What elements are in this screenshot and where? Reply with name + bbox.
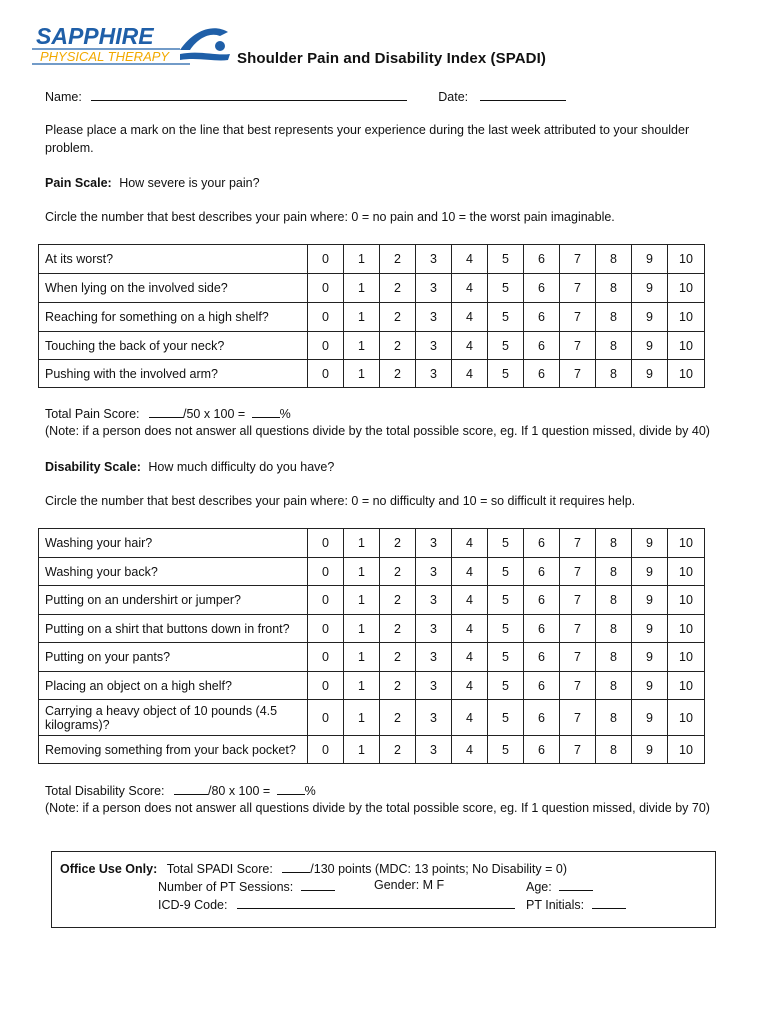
disability-total-label: Total Disability Score: — [45, 784, 165, 798]
disability-question: Carrying a heavy object of 10 pounds (4.5 kilograms)? — [39, 700, 308, 736]
pain-rating-1[interactable]: 1 — [344, 303, 380, 332]
office-total-suffix: /130 points (MDC: 13 points; No Disability = 0) — [310, 862, 567, 876]
pain-rating-3[interactable]: 3 — [416, 274, 452, 303]
disability-heading-label: Disability Scale: — [45, 460, 141, 474]
disability-rating-1[interactable]: 1 — [344, 529, 380, 558]
pain-table — [38, 244, 705, 388]
disability-rating-7[interactable]: 7 — [560, 615, 596, 643]
disability-total-formula: /80 x 100 = — [207, 784, 271, 798]
disability-rating-2[interactable]: 2 — [380, 736, 416, 764]
disability-rating-9[interactable]: 9 — [632, 615, 668, 643]
disability-rating-1[interactable]: 1 — [344, 615, 380, 643]
disability-heading — [45, 460, 334, 474]
pain-row — [39, 332, 705, 360]
pain-rating-10[interactable]: 10 — [668, 303, 705, 332]
pain-total-row — [45, 405, 291, 421]
pain-rating-0[interactable]: 0 — [308, 274, 344, 303]
initials-label: PT Initials: — [526, 898, 585, 912]
pain-question: At its worst? — [39, 245, 308, 274]
disability-question: Placing an object on a high shelf? — [39, 672, 308, 700]
pain-total-formula: /50 x 100 = — [182, 407, 246, 421]
pain-score-field[interactable] — [149, 405, 183, 418]
pain-rating-1[interactable]: 1 — [344, 245, 380, 274]
disability-rating-3[interactable]: 3 — [416, 529, 452, 558]
pain-rating-0[interactable]: 0 — [308, 332, 344, 360]
pain-rating-6[interactable]: 6 — [524, 274, 560, 303]
logo-brand-text: SAPPHIRE — [36, 23, 154, 49]
disability-rating-4[interactable]: 4 — [452, 615, 488, 643]
disability-rating-8[interactable]: 8 — [596, 643, 632, 672]
pain-rating-7[interactable]: 7 — [560, 303, 596, 332]
pain-rating-7[interactable]: 7 — [560, 360, 596, 388]
disability-rating-3[interactable]: 3 — [416, 643, 452, 672]
icd-label: ICD-9 Code: — [158, 898, 228, 912]
disability-rating-8[interactable]: 8 — [596, 736, 632, 764]
disability-rating-1[interactable]: 1 — [344, 586, 380, 615]
disability-rating-10[interactable]: 10 — [668, 643, 705, 672]
disability-table — [38, 528, 705, 764]
disability-rating-6[interactable]: 6 — [524, 586, 560, 615]
disability-rating-2[interactable]: 2 — [380, 558, 416, 586]
disability-rating-8[interactable]: 8 — [596, 615, 632, 643]
date-label: Date: — [438, 90, 469, 104]
disability-row — [39, 736, 705, 764]
pain-row — [39, 274, 705, 303]
pain-row — [39, 303, 705, 332]
disability-rating-4[interactable]: 4 — [452, 700, 488, 736]
pain-rating-6[interactable]: 6 — [524, 332, 560, 360]
disability-rating-8[interactable]: 8 — [596, 700, 632, 736]
pain-rating-8[interactable]: 8 — [596, 274, 632, 303]
age-field[interactable] — [559, 878, 593, 891]
disability-rating-3[interactable]: 3 — [416, 558, 452, 586]
disability-rating-5[interactable]: 5 — [488, 529, 524, 558]
disability-rating-9[interactable]: 9 — [632, 529, 668, 558]
disability-rating-4[interactable]: 4 — [452, 586, 488, 615]
disability-rating-10[interactable]: 10 — [668, 736, 705, 764]
disability-rating-0[interactable]: 0 — [308, 529, 344, 558]
disability-rating-2[interactable]: 2 — [380, 615, 416, 643]
disability-rating-0[interactable]: 0 — [308, 736, 344, 764]
pain-rating-5[interactable]: 5 — [488, 332, 524, 360]
disability-rating-6[interactable]: 6 — [524, 672, 560, 700]
pain-total-label: Total Pain Score: — [45, 407, 140, 421]
disability-rating-4[interactable]: 4 — [452, 672, 488, 700]
icd-row — [158, 896, 515, 912]
pain-rating-4[interactable]: 4 — [452, 303, 488, 332]
pain-instruction: Circle the number that best describes your pain where: 0 = no pain and 10 = the worst pain imaginable. — [45, 210, 615, 224]
pain-rating-8[interactable]: 8 — [596, 303, 632, 332]
pain-percent-sign: % — [279, 407, 291, 421]
disability-rating-5[interactable]: 5 — [488, 700, 524, 736]
disability-rating-2[interactable]: 2 — [380, 700, 416, 736]
disability-rating-2[interactable]: 2 — [380, 672, 416, 700]
disability-row — [39, 529, 705, 558]
disability-rating-1[interactable]: 1 — [344, 672, 380, 700]
disability-rating-5[interactable]: 5 — [488, 615, 524, 643]
pain-question: When lying on the involved side? — [39, 274, 308, 303]
pain-rating-10[interactable]: 10 — [668, 332, 705, 360]
age-label: Age: — [526, 880, 552, 894]
disability-total-row — [45, 782, 316, 798]
office-total-label: Total SPADI Score: — [166, 862, 273, 876]
logo-sub-text: PHYSICAL THERAPY — [40, 49, 170, 64]
age-row — [526, 878, 593, 894]
disability-rating-6[interactable]: 6 — [524, 643, 560, 672]
disability-rating-5[interactable]: 5 — [488, 586, 524, 615]
disability-rating-7[interactable]: 7 — [560, 586, 596, 615]
pain-rating-10[interactable]: 10 — [668, 274, 705, 303]
disability-rating-8[interactable]: 8 — [596, 558, 632, 586]
disability-rating-4[interactable]: 4 — [452, 736, 488, 764]
disability-rating-10[interactable]: 10 — [668, 672, 705, 700]
disability-rating-9[interactable]: 9 — [632, 586, 668, 615]
pain-rating-7[interactable]: 7 — [560, 332, 596, 360]
office-use-box — [51, 851, 716, 928]
disability-rating-7[interactable]: 7 — [560, 558, 596, 586]
pain-rating-10[interactable]: 10 — [668, 360, 705, 388]
pain-question: Touching the back of your neck? — [39, 332, 308, 360]
disability-percent-sign: % — [304, 784, 316, 798]
disability-rating-3[interactable]: 3 — [416, 672, 452, 700]
disability-rating-8[interactable]: 8 — [596, 529, 632, 558]
disability-rating-2[interactable]: 2 — [380, 529, 416, 558]
disability-rating-10[interactable]: 10 — [668, 558, 705, 586]
pain-heading-label: Pain Scale: — [45, 176, 112, 190]
disability-row — [39, 672, 705, 700]
disability-rating-3[interactable]: 3 — [416, 736, 452, 764]
disability-rating-3[interactable]: 3 — [416, 700, 452, 736]
pain-rating-5[interactable]: 5 — [488, 274, 524, 303]
sapphire-logo — [30, 20, 235, 72]
pain-rating-6[interactable]: 6 — [524, 245, 560, 274]
pain-rating-2[interactable]: 2 — [380, 332, 416, 360]
pain-rating-1[interactable]: 1 — [344, 360, 380, 388]
disability-rating-4[interactable]: 4 — [452, 643, 488, 672]
disability-rating-4[interactable]: 4 — [452, 558, 488, 586]
pain-rating-2[interactable]: 2 — [380, 360, 416, 388]
page-title: Shoulder Pain and Disability Index (SPADI) — [237, 50, 546, 67]
pain-rating-3[interactable]: 3 — [416, 360, 452, 388]
disability-rating-10[interactable]: 10 — [668, 529, 705, 558]
disability-rating-10[interactable]: 10 — [668, 700, 705, 736]
office-label: Office Use Only: — [60, 862, 158, 876]
initials-row — [526, 896, 626, 912]
disability-row — [39, 586, 705, 615]
pain-rating-0[interactable]: 0 — [308, 245, 344, 274]
name-label: Name: — [45, 90, 82, 104]
disability-question: Removing something from your back pocket? — [39, 736, 308, 764]
disability-rating-3[interactable]: 3 — [416, 615, 452, 643]
pain-rating-8[interactable]: 8 — [596, 360, 632, 388]
disability-rating-9[interactable]: 9 — [632, 672, 668, 700]
disability-row — [39, 700, 705, 736]
disability-rating-7[interactable]: 7 — [560, 736, 596, 764]
pain-rating-7[interactable]: 7 — [560, 245, 596, 274]
gender-label[interactable]: Gender: M F — [374, 878, 445, 892]
disability-rating-6[interactable]: 6 — [524, 615, 560, 643]
disability-heading-question: How much difficulty do you have? — [148, 460, 335, 474]
disability-question: Washing your back? — [39, 558, 308, 586]
disability-rating-0[interactable]: 0 — [308, 672, 344, 700]
disability-rating-6[interactable]: 6 — [524, 558, 560, 586]
pain-rating-2[interactable]: 2 — [380, 303, 416, 332]
pain-rating-4[interactable]: 4 — [452, 332, 488, 360]
pain-rating-9[interactable]: 9 — [632, 360, 668, 388]
sessions-row — [158, 878, 335, 894]
disability-rating-1[interactable]: 1 — [344, 736, 380, 764]
disability-rating-0[interactable]: 0 — [308, 558, 344, 586]
date-field[interactable] — [480, 88, 566, 101]
disability-rating-8[interactable]: 8 — [596, 586, 632, 615]
disability-rating-7[interactable]: 7 — [560, 643, 596, 672]
disability-rating-9[interactable]: 9 — [632, 700, 668, 736]
pain-rating-8[interactable]: 8 — [596, 332, 632, 360]
disability-rating-1[interactable]: 1 — [344, 558, 380, 586]
disability-rating-5[interactable]: 5 — [488, 558, 524, 586]
pain-rating-6[interactable]: 6 — [524, 303, 560, 332]
disability-rating-1[interactable]: 1 — [344, 643, 380, 672]
pain-rating-2[interactable]: 2 — [380, 245, 416, 274]
disability-rating-4[interactable]: 4 — [452, 529, 488, 558]
disability-rating-9[interactable]: 9 — [632, 643, 668, 672]
pain-rating-6[interactable]: 6 — [524, 360, 560, 388]
disability-question: Washing your hair? — [39, 529, 308, 558]
pain-rating-5[interactable]: 5 — [488, 303, 524, 332]
disability-question: Putting on a shirt that buttons down in front? — [39, 615, 308, 643]
disability-score-field[interactable] — [174, 782, 208, 795]
pain-rating-1[interactable]: 1 — [344, 274, 380, 303]
pain-rating-5[interactable]: 5 — [488, 360, 524, 388]
pain-rating-4[interactable]: 4 — [452, 245, 488, 274]
disability-note: (Note: if a person does not answer all questions divide by the total possible score, eg. If 1 question missed, divide by 70) — [45, 801, 710, 815]
pain-rating-1[interactable]: 1 — [344, 332, 380, 360]
disability-instruction: Circle the number that best describes your pain where: 0 = no difficulty and 10 = so difficult it requires help. — [45, 494, 636, 508]
disability-row — [39, 643, 705, 672]
pain-rating-9[interactable]: 9 — [632, 332, 668, 360]
pain-rating-2[interactable]: 2 — [380, 274, 416, 303]
disability-rating-6[interactable]: 6 — [524, 529, 560, 558]
disability-rating-5[interactable]: 5 — [488, 643, 524, 672]
icd-field[interactable] — [237, 896, 515, 909]
disability-rating-8[interactable]: 8 — [596, 672, 632, 700]
disability-rating-2[interactable]: 2 — [380, 643, 416, 672]
pain-rating-7[interactable]: 7 — [560, 274, 596, 303]
disability-rating-10[interactable]: 10 — [668, 586, 705, 615]
disability-rating-7[interactable]: 7 — [560, 529, 596, 558]
pain-rating-3[interactable]: 3 — [416, 245, 452, 274]
disability-row — [39, 615, 705, 643]
pain-rating-3[interactable]: 3 — [416, 332, 452, 360]
disability-rating-0[interactable]: 0 — [308, 700, 344, 736]
pain-question: Reaching for something on a high shelf? — [39, 303, 308, 332]
pain-rating-0[interactable]: 0 — [308, 303, 344, 332]
pain-heading-question: How severe is your pain? — [119, 176, 260, 190]
name-date-row — [45, 88, 566, 104]
pain-rating-9[interactable]: 9 — [632, 245, 668, 274]
pain-rating-9[interactable]: 9 — [632, 274, 668, 303]
pain-rating-4[interactable]: 4 — [452, 360, 488, 388]
initials-field[interactable] — [592, 896, 626, 909]
disability-rating-0[interactable]: 0 — [308, 586, 344, 615]
instructions-text: Please place a mark on the line that best represents your experience during the last week attributed to your shoulder problem. — [45, 123, 690, 155]
disability-rating-9[interactable]: 9 — [632, 736, 668, 764]
disability-question: Putting on an undershirt or jumper? — [39, 586, 308, 615]
disability-rating-9[interactable]: 9 — [632, 558, 668, 586]
disability-rating-5[interactable]: 5 — [488, 736, 524, 764]
pain-row — [39, 245, 705, 274]
disability-rating-5[interactable]: 5 — [488, 672, 524, 700]
office-row-1 — [60, 860, 567, 876]
pain-heading — [45, 176, 260, 190]
pain-rating-4[interactable]: 4 — [452, 274, 488, 303]
swimmer-icon — [180, 28, 230, 60]
disability-rating-7[interactable]: 7 — [560, 700, 596, 736]
disability-rating-3[interactable]: 3 — [416, 586, 452, 615]
disability-rating-7[interactable]: 7 — [560, 672, 596, 700]
pain-note: (Note: if a person does not answer all questions divide by the total possible score, eg. If 1 question missed, divide by 40) — [45, 424, 710, 438]
sessions-label: Number of PT Sessions: — [158, 880, 294, 894]
pain-rating-9[interactable]: 9 — [632, 303, 668, 332]
pain-rating-10[interactable]: 10 — [668, 245, 705, 274]
disability-rating-10[interactable]: 10 — [668, 615, 705, 643]
disability-row — [39, 558, 705, 586]
disability-rating-0[interactable]: 0 — [308, 643, 344, 672]
name-field[interactable] — [91, 88, 407, 101]
disability-rating-6[interactable]: 6 — [524, 700, 560, 736]
disability-rating-2[interactable]: 2 — [380, 586, 416, 615]
pain-rating-5[interactable]: 5 — [488, 245, 524, 274]
disability-percent-field[interactable] — [277, 782, 305, 795]
disability-rating-0[interactable]: 0 — [308, 615, 344, 643]
pain-rating-0[interactable]: 0 — [308, 360, 344, 388]
disability-rating-6[interactable]: 6 — [524, 736, 560, 764]
pain-question: Pushing with the involved arm? — [39, 360, 308, 388]
disability-question: Putting on your pants? — [39, 643, 308, 672]
pain-percent-field[interactable] — [252, 405, 280, 418]
pain-rating-8[interactable]: 8 — [596, 245, 632, 274]
pain-rating-3[interactable]: 3 — [416, 303, 452, 332]
sessions-field[interactable] — [301, 878, 335, 891]
disability-rating-1[interactable]: 1 — [344, 700, 380, 736]
pain-row — [39, 360, 705, 388]
spadi-score-field[interactable] — [282, 860, 310, 873]
